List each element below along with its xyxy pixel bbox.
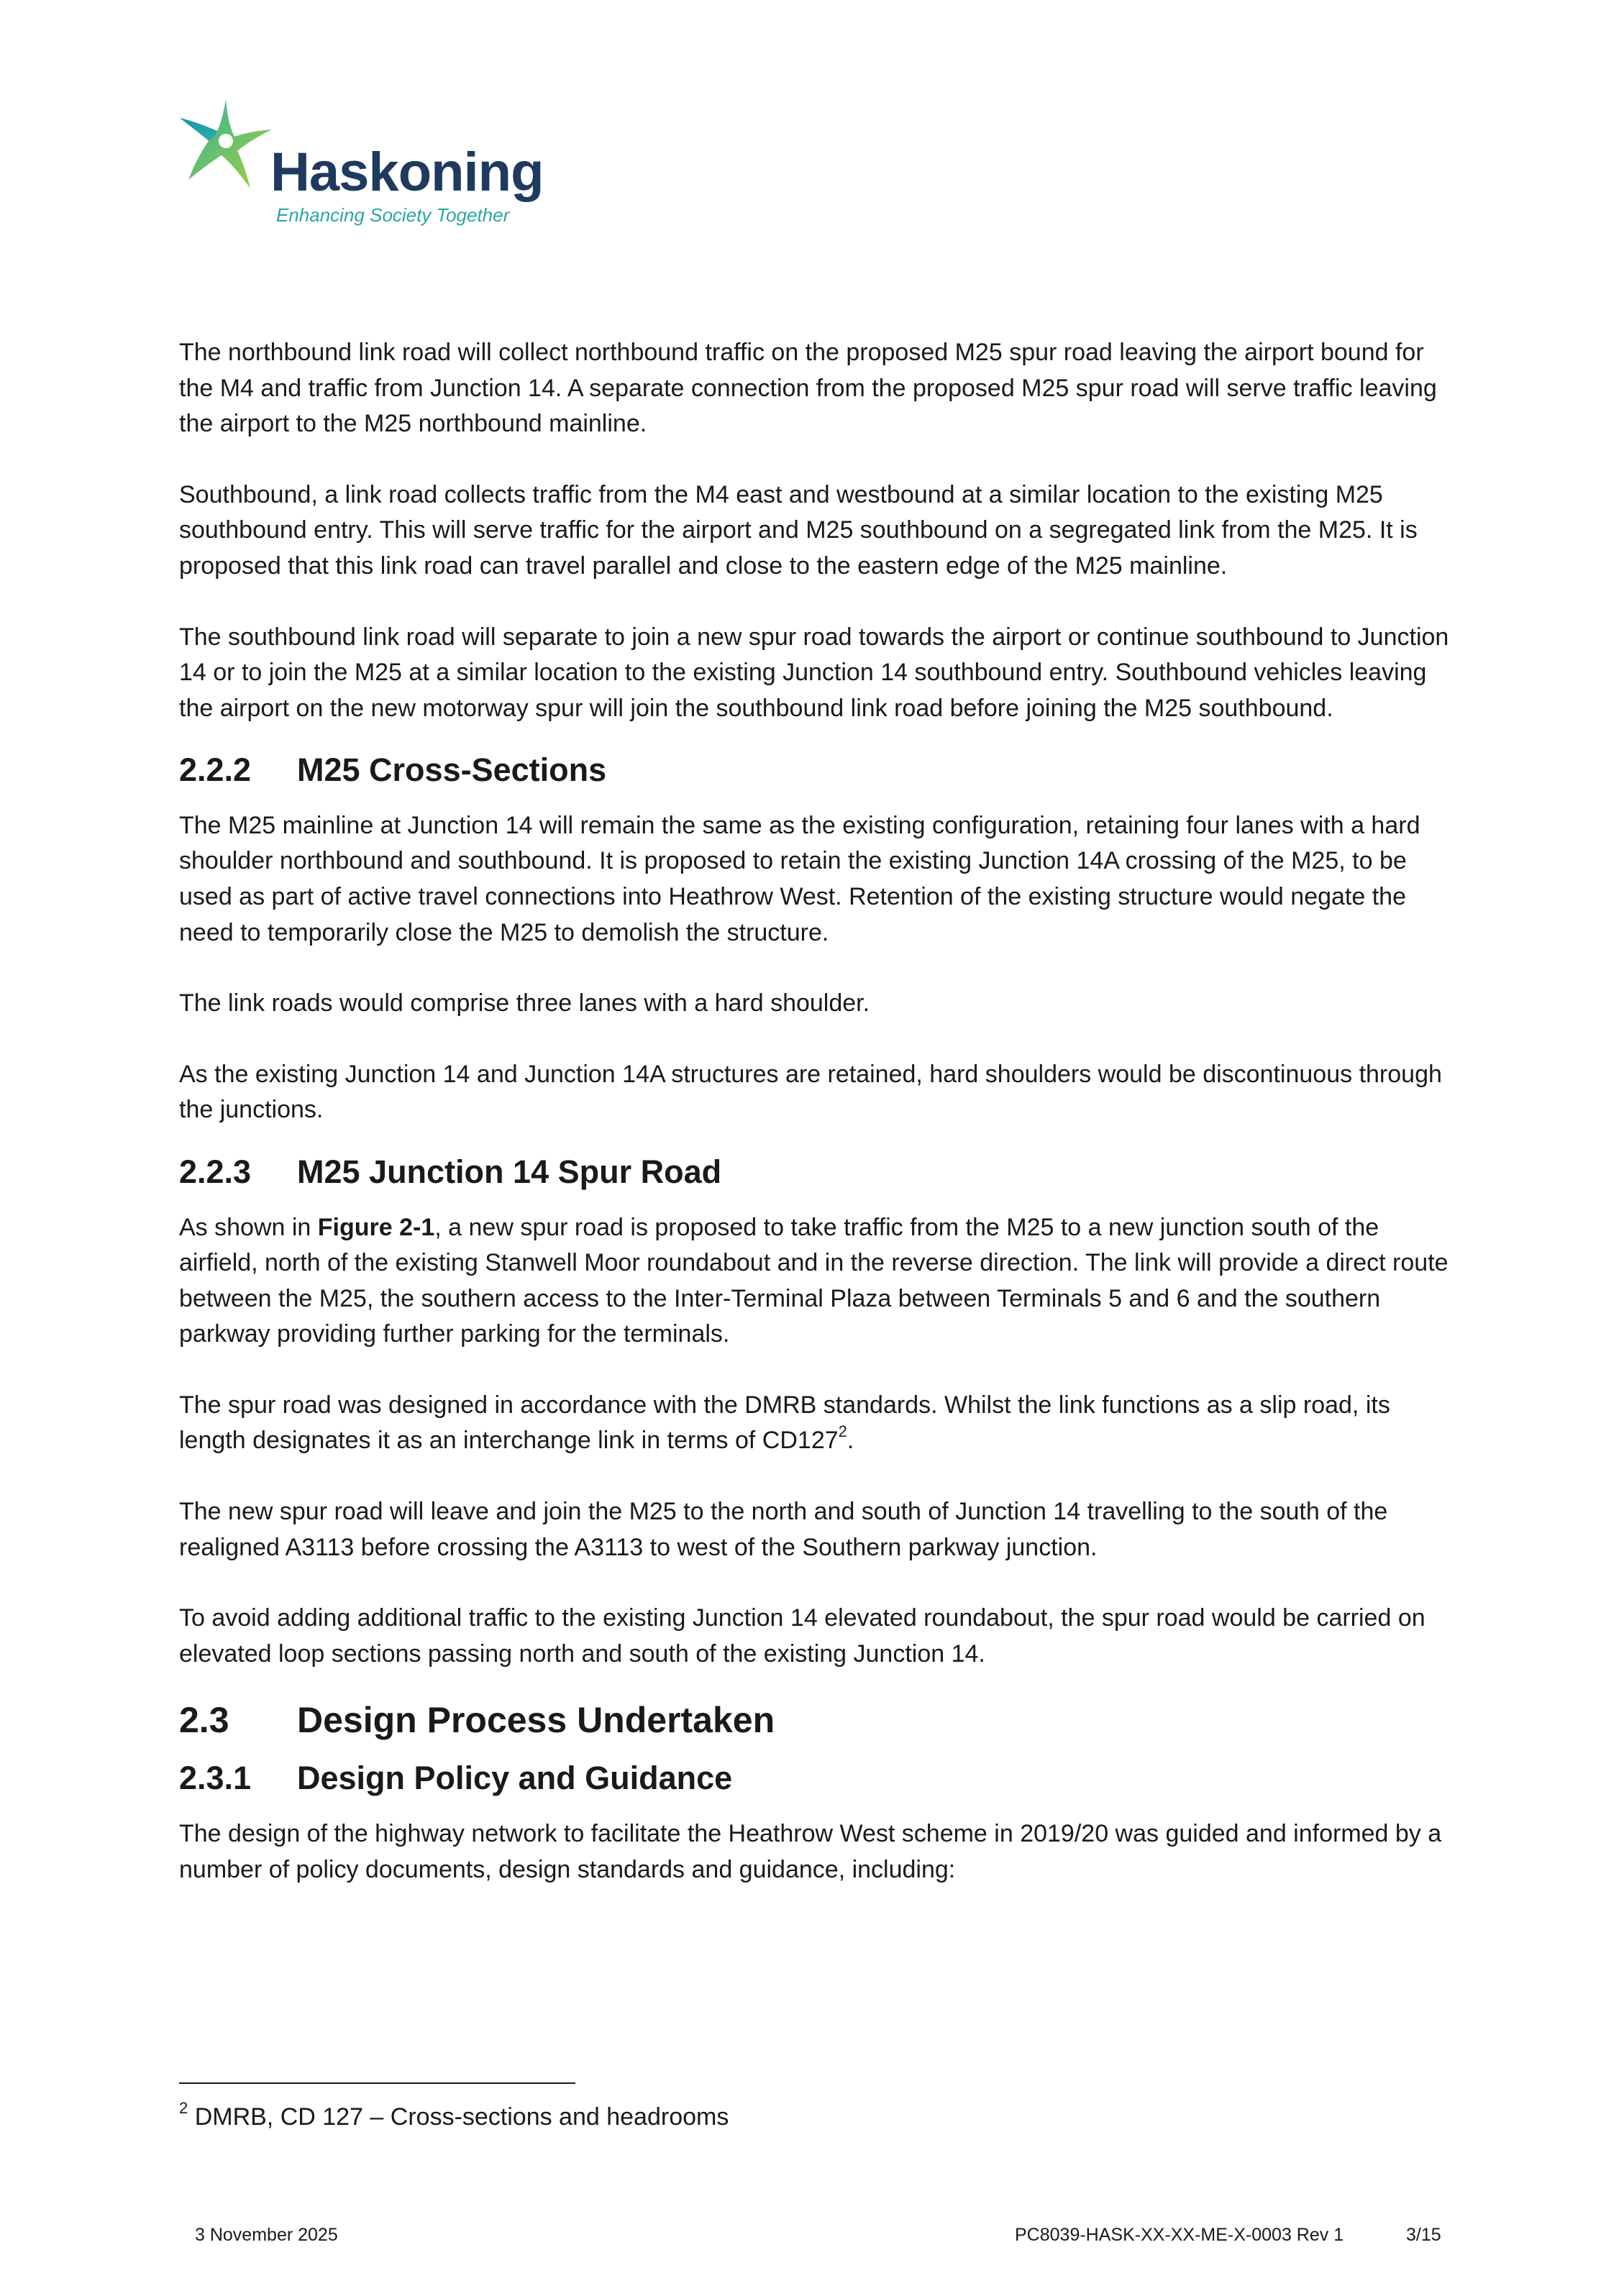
section-heading: [179, 752, 1463, 788]
section-number: 2.3.1: [179, 1760, 252, 1797]
paragraph: The southbound link road will separate to join a new spur road towards the airport or continue southbound to Junction 14 or to join the M25 at a similar location to the existing Junction 14 southbound entry. Southbound vehicles leaving the airport on the new motorway spur will join the southbound link road before joining the M25 southbound.: [179, 623, 1449, 722]
paragraph: The M25 mainline at Junction 14 will remain the same as the existing configuration, retaining four lanes with a hard shoulder northbound and southbound. It is proposed to retain the existing Junction 14A crossing of the M25, to be used as part of active travel connections into Heathrow West. Retention of the existing structure would negate the need to temporarily close the M25 to demolish the structure.: [179, 811, 1420, 946]
logo-wordmark: Haskoning: [270, 142, 544, 203]
figure-reference: Figure 2-1: [317, 1213, 435, 1241]
paragraph: The link roads would comprise three lanes with a hard shoulder.: [179, 989, 870, 1017]
footer-page-number: 3/15: [1406, 2225, 1441, 2245]
section-number: 2.2.2: [179, 751, 252, 789]
section-title: Design Process Undertaken: [297, 1700, 775, 1741]
paragraph: The design of the highway network to facilitate the Heathrow West scheme in 2019/20 was guided and informed by a number of policy documents, design standards and guidance, including:: [179, 1819, 1442, 1883]
section-title: Design Policy and Guidance: [297, 1760, 733, 1797]
footer-document-reference: PC8039-HASK-XX-XX-ME-X-0003 Rev 1: [1015, 2225, 1344, 2245]
paragraph: The new spur road will leave and join the M25 to the north and south of Junction 14 travelling to the south of the realigned A3113 before crossing the A3113 to west of the Southern parkway junction.: [179, 1498, 1388, 1561]
document-body: [179, 335, 1463, 1923]
company-logo: [175, 96, 549, 233]
footnote: [179, 2098, 729, 2133]
star-logo-icon: [175, 96, 276, 197]
section-number: 2.3: [179, 1700, 229, 1741]
section-title: M25 Cross-Sections: [297, 751, 607, 789]
footnote-text: DMRB, CD 127 – Cross-sections and headrooms: [188, 2103, 729, 2131]
section-title: M25 Junction 14 Spur Road: [297, 1153, 722, 1190]
section-heading: [179, 1154, 1463, 1190]
paragraph: The spur road was designed in accordance with the DMRB standards. Whilst the link functions as a slip road, its length designates it as an interchange link in terms of $CD127^2$.: [179, 1391, 1390, 1455]
paragraph: Southbound, a link road collects traffic from the M4 east and westbound at a similar location to the existing M25 southbound entry. This will serve traffic for the airport and M25 southbound on a segregated link from the M25. It is proposed that this link road can travel parallel and close to the eastern edge of the M25 mainline.: [179, 480, 1418, 580]
paragraph: The northbound link road will collect northbound traffic on the proposed M25 spur road leaving the airport bound for the M4 and traffic from Junction 14. A separate connection from the proposed M25 spur road will serve traffic leaving the airport to the M25 northbound mainline.: [179, 339, 1437, 438]
footnote-marker: 2: [838, 1422, 847, 1441]
section-heading: [179, 1760, 1463, 1796]
paragraph: As shown in Figure 2-1, a new spur road is proposed to take traffic from the M25 to a new junction south of the airfield, north of the existing Stanwell Moor roundabout and in the reverse direction. The link will provide a direct route between the M25, the southern access to the Inter-Terminal Plaza between Terminals 5 and 6 and the southern parkway providing further parking for the terminals.: [179, 1213, 1449, 1348]
paragraph: To avoid adding additional traffic to the existing Junction 14 elevated roundabout, the spur road would be carried on elevated loop sections passing north and south of the existing Junction 14.: [179, 1604, 1425, 1668]
footnote-divider: [179, 2082, 575, 2084]
section-number: 2.2.3: [179, 1153, 252, 1190]
footer-date: 3 November 2025: [195, 2225, 338, 2245]
logo-tagline: Enhancing Society Together: [276, 204, 510, 226]
section-heading: [179, 1701, 1463, 1740]
footnote-number: 2: [179, 2098, 188, 2117]
paragraph: As the existing Junction 14 and Junction 14A structures are retained, hard shoulders would be discontinuous through the junctions.: [179, 1060, 1442, 1124]
